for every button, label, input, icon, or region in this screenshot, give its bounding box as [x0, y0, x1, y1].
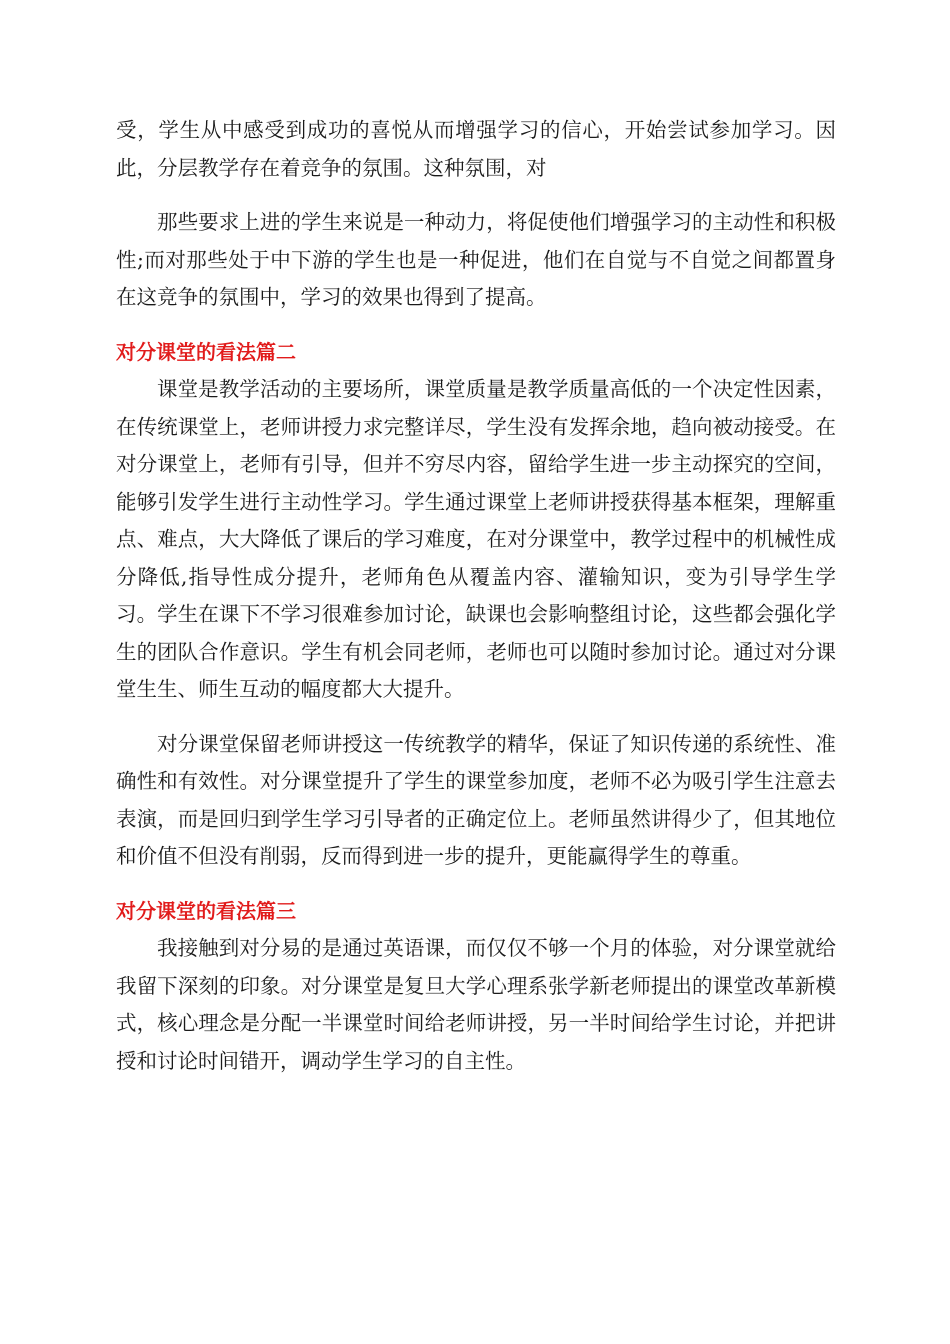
paragraph-5: 我接触到对分易的是通过英语课，而仅仅不够一个月的体验，对分课堂就给我留下深刻的印象。对分课堂是复旦大学心理系张学新老师提出的课堂改革新模式，核心理念是分配一半课堂时间给老师讲授，另一半时间给学生讨论，并把讲授和讨论时间错开，调动学生学习的自主性。	[116, 936, 836, 1073]
paragraph-1: 受，学生从中感受到成功的喜悦从而增强学习的信心，开始尝试参加学习。因此，分层教学存在着竞争的氛围。这种氛围，对	[116, 118, 836, 180]
paragraph-4: 对分课堂保留老师讲授这一传统教学的精华，保证了知识传递的系统性、准确性和有效性。对分课堂提升了学生的课堂参加度，老师不必为吸引学生注意去表演，而是回归到学生学习引导者的正确定位上。老师虽然讲得少了，但其地位和价值不但没有削弱，反而得到进一步的提升，更能赢得学生的尊重。	[116, 731, 836, 868]
paragraph-3: 课堂是教学活动的主要场所，课堂质量是教学质量高低的一个决定性因素，在传统课堂上，老师讲授力求完整详尽，学生没有发挥余地，趋向被动接受。在对分课堂上，老师有引导，但并不穷尽内容，留给学生进一步主动探究的空间，能够引发学生进行主动性学习。学生通过课堂上老师讲授获得基本框架，理解重点、难点，大大降低了课后的学习难度，在对分课堂中，教学过程中的机械性成分降低,指导性成分提升，老师角色从覆盖内容、灌输知识，变为引导学生学习。学生在课下不学习很难参加讨论，缺课也会影响整组讨论，这些都会强化学生的团队合作意识。学生有机会同老师，老师也可以随时参加讨论。通过对分课堂生生、师生互动的幅度都大大提升。	[116, 377, 836, 701]
paragraph-2: 那些要求上进的学生来说是一种动力，将促使他们增强学习的主动性和积极性;而对那些处于中下游的学生也是一种促进，他们在自觉与不自觉之间都置身在这竞争的氛围中，学习的效果也得到了提高。	[116, 210, 836, 309]
document-body	[116, 112, 836, 1080]
section-heading-2: 对分课堂的看法篇二	[116, 339, 296, 364]
section-heading-3: 对分课堂的看法篇三	[116, 898, 296, 923]
